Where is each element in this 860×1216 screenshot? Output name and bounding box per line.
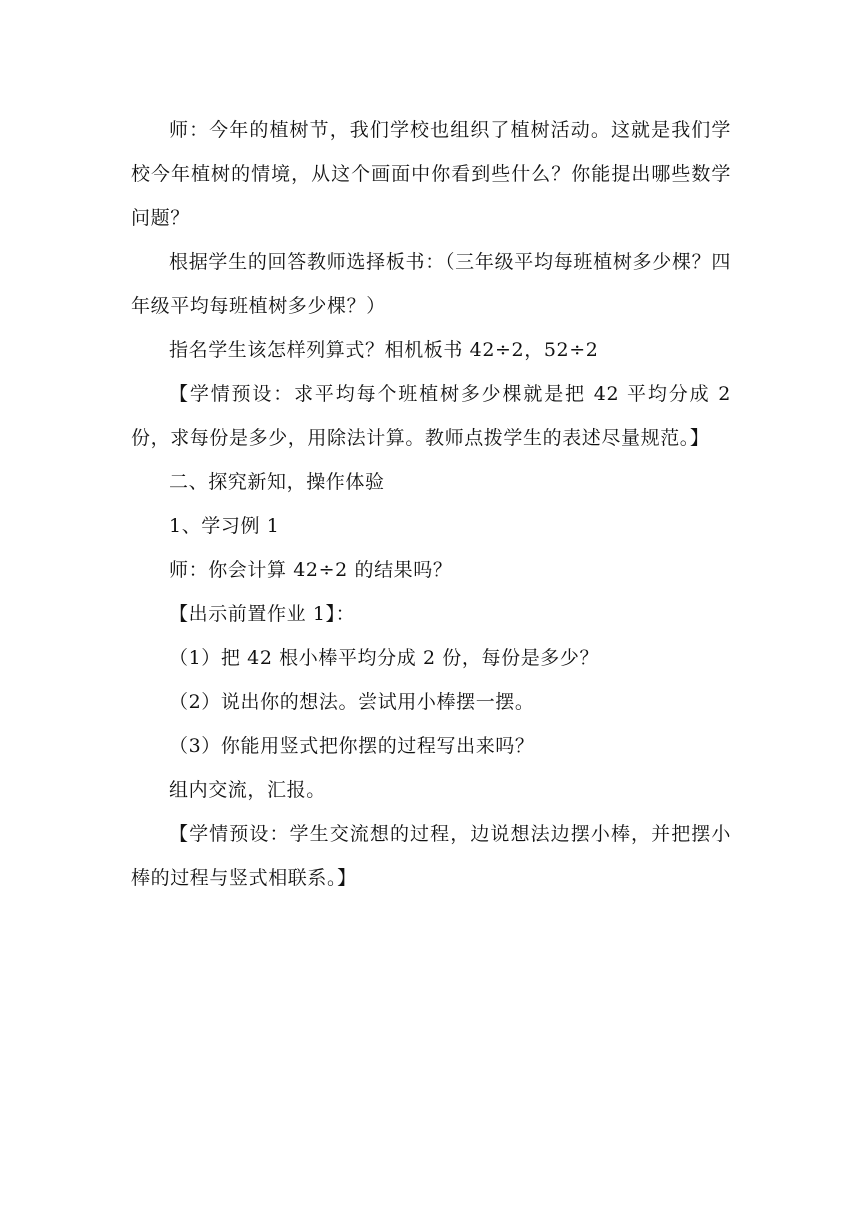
subheading-example-1: 1、学习例 1 — [169, 515, 280, 537]
paragraph-teacher-intro: 师：今年的植树节，我们学校也组织了植树活动。这就是我们学校今年植树的情境，从这个画面中你看到些什么？你能提出哪些数学问题？ — [131, 119, 731, 229]
paragraph-list-formula: 指名学生该怎样列算式？相机板书 42÷2，52÷2 — [169, 339, 599, 361]
list-item-2: （2）说出你的想法。尝试用小棒摆一摆。 — [169, 691, 535, 713]
list-item-3: （3）你能用竖式把你摆的过程写出来吗？ — [169, 735, 535, 757]
list-item-1: （1）把 42 根小棒平均分成 2 份，每份是多少？ — [169, 647, 600, 669]
document-body — [131, 108, 731, 900]
paragraph-show-homework: 【出示前置作业 1】： — [169, 603, 356, 625]
paragraph-group-discussion: 组内交流，汇报。 — [169, 779, 326, 801]
paragraph-board-writing: 根据学生的回答教师选择板书：（三年级平均每班植树多少棵？四年级平均每班植树多少棵？） — [131, 251, 731, 317]
paragraph-learning-preset-2: 【学情预设：学生交流想的过程，边说想法边摆小棒，并把摆小棒的过程与竖式相联系。】 — [131, 823, 731, 889]
paragraph-teacher-question: 师：你会计算 42÷2 的结果吗？ — [169, 559, 453, 581]
paragraph-learning-preset-1: 【学情预设：求平均每个班植树多少棵就是把 42 平均分成 2 份，求每份是多少，用除法计算。教师点拨学生的表述尽量规范。】 — [131, 383, 731, 449]
section-heading-explore: 二、探究新知，操作体验 — [169, 471, 385, 493]
